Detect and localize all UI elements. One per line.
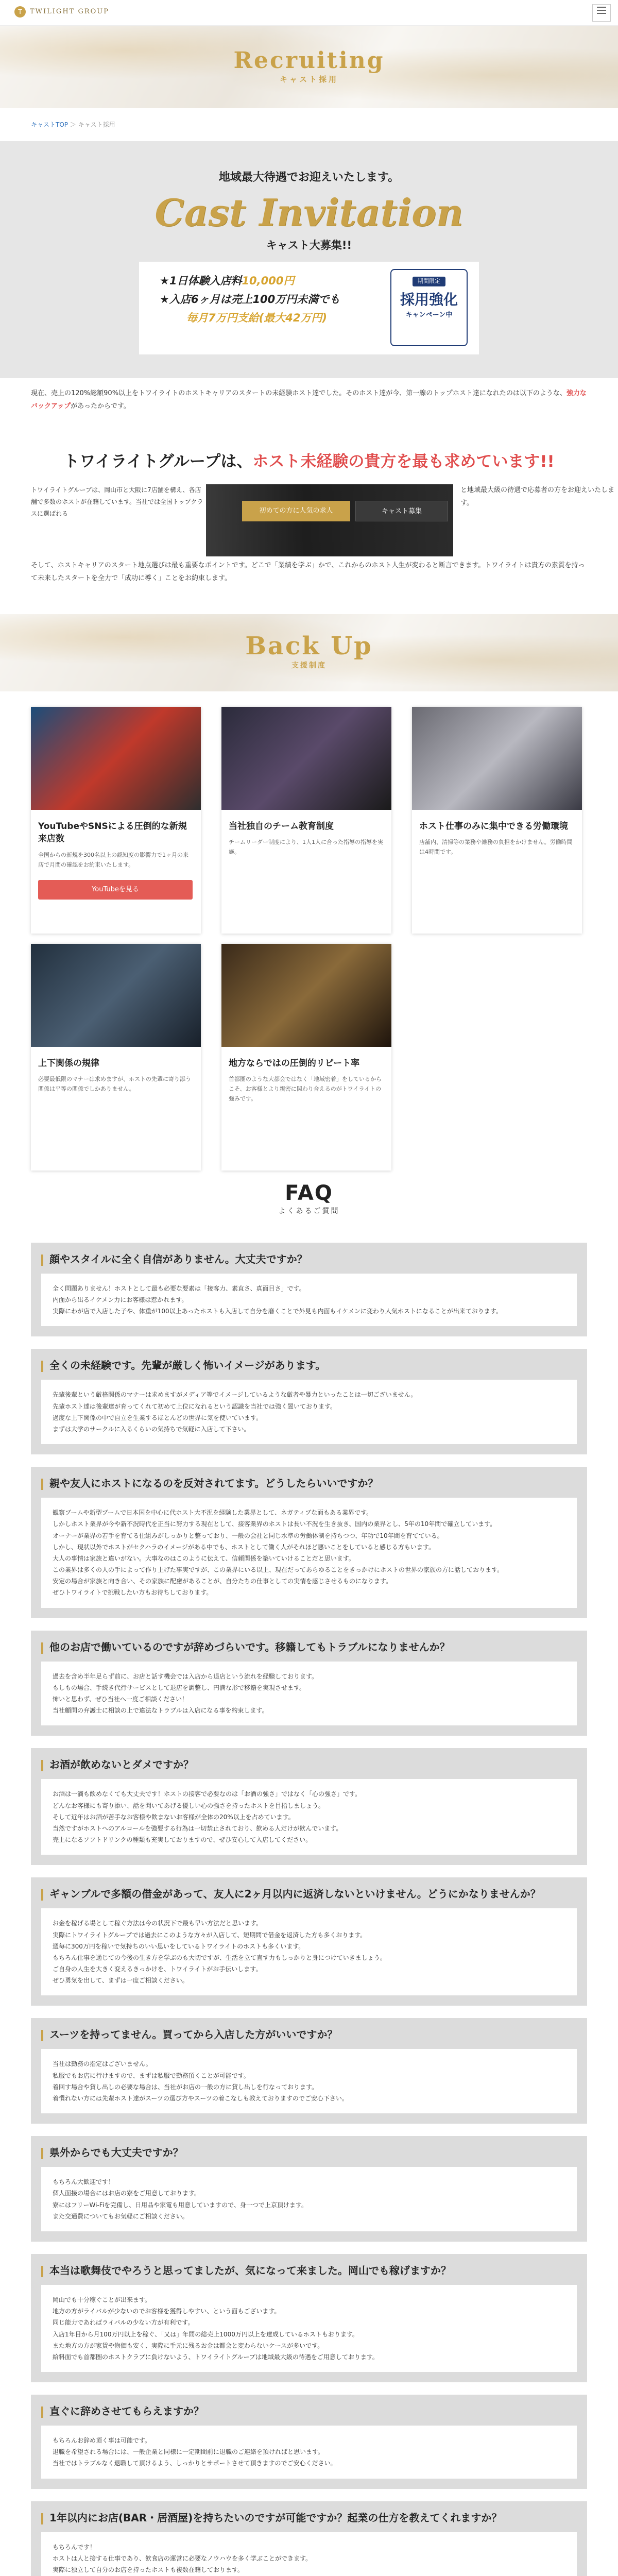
intro-highlight: 強力なバックアップ (31, 389, 587, 411)
logo-text: TWILIGHT GROUP (30, 8, 109, 15)
twilight-heading-b: ホスト未経験の貴方を最も求めています!! (252, 452, 555, 471)
faq-item (31, 2018, 587, 2124)
faq-answer: 過去を含め半年足らず前に、お店と話す機会では入店から退店という流れを経験しております。 もしもの場合、手続き代行サービスとして退店を調整し、円満な形で移籍を実現させます。 怖いと思わず、ぜひ当社へ一度ご相談ください！ 当社顧問の弁護士に相談の上で違法なトラブルは入店になる事を約束します。 (41, 1662, 577, 1726)
faq-item (31, 2501, 587, 2576)
popular-jobs-button[interactable]: 初めての方に人気の求人 (242, 501, 350, 521)
faq-answer: 当社は勤務の指定はございません。 私服でもお店に行けますので、まずは私服で勤務頂くことが可能です。 着回す場合や貸し出しの必要な場合は、当社がお店の一般の方に貸し出しを行なっております。 着慣れない方には先輩ホスト達がスーツの選び方やスーツの着こなしも教えておりますのでご安心下さい。 (41, 2049, 577, 2113)
twilight-feature-row (31, 484, 615, 556)
card-title: 地方ならではの圧倒的リピート率 (229, 1058, 360, 1069)
faq-answer: 岡山でも十分稼ぐことが出来ます。 地方の方がライバルが少ないのでお客様を獲得しやすい、という面もございます。 同じ能力であればライバルの少ない方が有利です。 入店1年目から月100万円以上を稼ぐ、「又は」年間の総売上1000万円以上を達成しているホストもおります。 また地方の方が家賃や物価も安く、実際に手元に残るお金は都会と変わらないケースが多いです。 給料面でも首都圏のホストクラブに負けないよう、トワイライトグループは地域最大級の待遇をご用意しております。 (41, 2285, 577, 2372)
faq-answer: 観察ブームや新型ブームで日本国を中心に代ホスト大不況を経験した業界として、ネガティブな面もある業界です。 しかしホスト業界が今や新不況時代を正当に努力する現在として、接客業界のホストは長い不況を生き抜き、国内の業界とし、5年の10年間で確立しています。 オーナーが業界の若手を育てる仕組みがしっかりと整っており、一般の会社と同じ水準の労働体制を持ちつつ、年功で10年間を育てている。 しかし、現状以外でホストがセクハラのイメージがある中でも、ホストとして働く人がそれほど悪いことをしていると感じる方もいます。 大人の事情は家族と違いがない。大事なのはこのように伝えて、信頼関係を築いていけることだと思います。 この業界は多くの人の手によって作り上げた事実ですが、この業界にいる以上、現在だってあらゆることをきっかけにホストの世界の家族の方に話しております。 安定の場合が家族と向き合い、その家族に配慮があることが、自分たちの仕事としての実情を感じさせるものになります。 ぜひトワイライトで挑戦したい方もお待ちしております。 (41, 1498, 577, 1608)
faq-answer: 全く問題ありません！ホストとして最も必要な要素は「接客力、素直さ、真面目さ」です。 内面から出るイケメン力にお客様は惹かれます。 実際にわが店で入店した子や、体重が100以上あったホストも入店して自分を磨くことで外見も内面もイケメンに変わり人気ホストになることが出来ております。 (41, 1274, 577, 1327)
faq-item (31, 2136, 587, 2242)
faq-question: お酒が飲めないとダメですか？ (41, 1756, 577, 1779)
faq-item (31, 2395, 587, 2489)
benefit-line-1-b: 10,000円 (242, 275, 295, 287)
campaign-badge (390, 269, 468, 346)
card-text: 店舗内、清掃等の業務や雑務の負担をかけません。労働時間は4時間です。 (419, 839, 573, 856)
menu-button[interactable] (592, 4, 611, 22)
logo[interactable] (14, 6, 109, 18)
cast-benefits-box (139, 262, 479, 354)
backup-subtitle: 支援制度 (291, 661, 327, 670)
card-text: 全国からの新規を300名以上の認知度の影響力で1ヶ月の来店で月間の確認をお約束いたします。 (38, 852, 188, 868)
faq-answer: お金を稼げる場として稼ぐ方法は今の状況下で最も早い方法だと思います。 実際にトワイライトグループでは過去にこのような方々が入店して、短期間で借金を返済した方も多くおります。 週毎に300万円を稼いで気持ちのいい思いをしているトワイライトのホストも多くいます。 もちろん仕事を通じての今後の生き方を学ぶのも大切ですが、生活を立て直す力もしっかりと身につけていきましょう。 ご自身の人生を大きく変えるきっかけを、トワイライトがお手伝いします。 ぜひ勇気を出して、まずは一度ご相談ください。 (41, 1908, 577, 1995)
twilight-heading (0, 434, 618, 485)
breadcrumb (0, 108, 618, 141)
faq-answer: お酒は一滴も飲めなくても大丈夫です！ホストの接客で必要なのは「お酒の強さ」ではなく「心の強さ」です。 どんなお客様にも寄り添い、話を聞いてあげる優しい心の強さを持ったホストを目指しましょう。 そして近年はお酒が苦手なお客様や飲まないお客様が全体の20%以上を占めています。 当然ですがホストへのアルコールを強要する行為は一切禁止されており、飲める人だけが飲んでいます。 売上になるソフトドリンクの種類も充実しておりますので、ぜひ安心して入店してください。 (41, 1779, 577, 1855)
faq-question: 県外からでも大丈夫ですか？ (41, 2144, 577, 2167)
breadcrumb-home-link[interactable]: キャストTOP (31, 121, 68, 128)
card-title: 上下関係の規律 (38, 1058, 99, 1069)
cast-invitation-section (0, 141, 618, 378)
team-image (221, 707, 391, 810)
backup-heading (0, 614, 618, 691)
faq-item (31, 1877, 587, 2006)
faq-list (0, 1243, 618, 2576)
top-bar (0, 0, 618, 26)
faq-item (31, 1243, 587, 1337)
faq-title: FAQ (285, 1181, 333, 1205)
backup-card-rules (31, 944, 201, 1171)
backup-card-repeat (221, 944, 391, 1171)
backup-title: Back Up (245, 631, 373, 660)
faq-item (31, 1349, 587, 1454)
intro-text (0, 378, 618, 433)
benefit-line-1-a: ★1日体験入店料 (160, 275, 242, 287)
youtube-button[interactable]: YouTubeを見る (38, 880, 193, 900)
logo-mark: T (14, 6, 26, 18)
twilight-left-text: トワイライトグループは、岡山市と大阪に7店舗を構え、各店舗で多数のホストが在籍しています。当社では全国トップクラスに選ばれる (31, 486, 203, 518)
card-title: 当社独自のチーム教育制度 (229, 821, 334, 832)
backup-card-team (221, 707, 391, 934)
card-text: チームリーダー制度により、1人1人に合った指導の指導を実施。 (229, 839, 383, 856)
card-title: YouTubeやSNSによる圧倒的な新規来店数 (38, 821, 187, 844)
intro-body: 現在、売上の120%総額90%以上をトワイライトのホストキャリアのスタートの未経験ホスト達でした。そのホスト達が今、第一線のトップホスト達になれたのは以下のような、 (31, 389, 566, 398)
cast-title: Cast Invitation (154, 190, 464, 234)
badge-sub: キャンペーン中 (405, 311, 453, 319)
backup-card-youtube (31, 707, 201, 934)
environment-image (412, 707, 582, 810)
faq-question: 本当は歌舞伎でやろうと思ってましたが、気になって来ました。岡山でも稼げますか？ (41, 2262, 577, 2285)
repeat-image (221, 944, 391, 1047)
cast-recruit-button[interactable]: キャスト募集 (355, 501, 448, 521)
benefit-line-2-a: ★入店6ヶ月は売上 (160, 293, 253, 306)
hero-subtitle: キャスト採用 (279, 75, 338, 84)
faq-answer: もちろん大歓迎です！ 個人面接の場合にはお店の寮をご用意しております。 寮にはフリーWi-Fiを完備し、日用品や家電も用意していますので、身一つで上京頂けます。 また交通費についてもお気軽にご相談ください。 (41, 2167, 577, 2231)
faq-heading (0, 1160, 618, 1243)
cast-boshu: キャスト大募集!! (266, 239, 352, 251)
sns-image (31, 707, 201, 810)
faq-question: 他のお店で働いているのですが辞めづらいです。移籍してもトラブルになりませんか？ (41, 1639, 577, 1662)
recruit-hero (0, 26, 618, 108)
faq-question: 顔やスタイルに全く自信がありません。大丈夫ですか？ (41, 1251, 577, 1274)
faq-question: 親や友人にホストになるのを反対されてます。どうしたらいいですか？ (41, 1475, 577, 1498)
faq-item (31, 1467, 587, 1618)
breadcrumb-separator: ＞ (70, 121, 78, 128)
twilight-banner-image (206, 484, 453, 556)
faq-question: 直ぐに辞めさせてもらえますか？ (41, 2403, 577, 2426)
breadcrumb-current: キャスト採用 (78, 121, 115, 128)
backup-cards (0, 707, 618, 1160)
faq-question: ギャンブルで多額の借金があって、友人に2ヶ月以内に返済しないといけません。どうにかなりませんか？ (41, 1886, 577, 1908)
faq-item (31, 2254, 587, 2382)
faq-question: 全くの未経験です。先輩が厳しく怖いイメージがあります。 (41, 1357, 577, 1380)
card-title: ホスト仕事のみに集中できる労働環境 (419, 821, 568, 832)
twilight-right-text: と地域最大級の待遇で応募者の方をお迎えいたします。 (460, 486, 615, 507)
rules-image (31, 944, 201, 1047)
benefit-line-2-b: 100万円未満でも (252, 293, 340, 306)
card-text: 必要最低限のマナーは求めますが、ホストの先輩に寄り添う関係は平等の関係でしかありません。 (38, 1076, 191, 1093)
badge-main: 採用強化 (400, 291, 458, 309)
faq-subtitle: よくあるご質問 (278, 1207, 340, 1215)
faq-item (31, 1631, 587, 1736)
faq-question: 1年以内にお店(BAR・居酒屋)を持ちたいのですが可能ですか？起業の仕方を教えてくれますか？ (41, 2510, 577, 2532)
faq-answer: 先輩後輩という厳格関係のマナーは求めますがメディア等でイメージしているような厳者や暴力といったことは一切ございません。 先輩ホスト達は後輩達が育ってくれて初めて上位になれるという認識を当社では強く置いております。 過度な上下関係の中で自立を生業するほとんどの世界に気を使いています。 まずは大学のサークルに入るくらいの気持ちで気軽に入店して下さい。 (41, 1380, 577, 1444)
faq-answer: もちろんお辞め頂く事は可能です。 退職を希望される場合には、一般企業と同様に一定期間前に退職のご連絡を頂ければと思います。 当社ではトラブルなく退職して頂けるよう、しっかりとサポートさせて頂きますのでご安心ください。 (41, 2426, 577, 2479)
faq-item (31, 1748, 587, 1865)
intro-tail: があったからです。 (71, 402, 130, 411)
twilight-paragraph: そして、ホストキャリアのスタート地点選びは最も重要なポイントです。どこで「業績を学ぶ」かで、これからのホスト人生が変わると断言できます。トワイライトは貴方の素質を持って未来したスタートを全力で「成功に導く」ことをお約束します。 (31, 562, 585, 583)
cast-lead: 地域最大待遇でお迎えいたします。 (218, 171, 400, 184)
faq-answer: もちろんです！ ホストは人と接する仕事であり、飲食店の運営に必要なノウハウを多く学ぶことができます。 実際に独立して自分のお店を持ったホストも複数在籍しております。 (41, 2532, 577, 2576)
backup-card-environment (412, 707, 582, 934)
card-text: 首都圏のような大都会ではなく「地域密着」をしているからこそ、お客様とより親密に関わり合えるのがトワイライトの強みです。 (229, 1076, 382, 1102)
hero-title: Recruiting (233, 47, 385, 74)
badge-label: 期間限定 (413, 277, 445, 286)
faq-question: スーツを持ってません。買ってから入店した方がいいですか？ (41, 2026, 577, 2049)
twilight-heading-a: トワイライトグループは、 (63, 452, 253, 471)
benefit-line-3: 毎月7万円支給(最大42万円) (186, 311, 328, 324)
